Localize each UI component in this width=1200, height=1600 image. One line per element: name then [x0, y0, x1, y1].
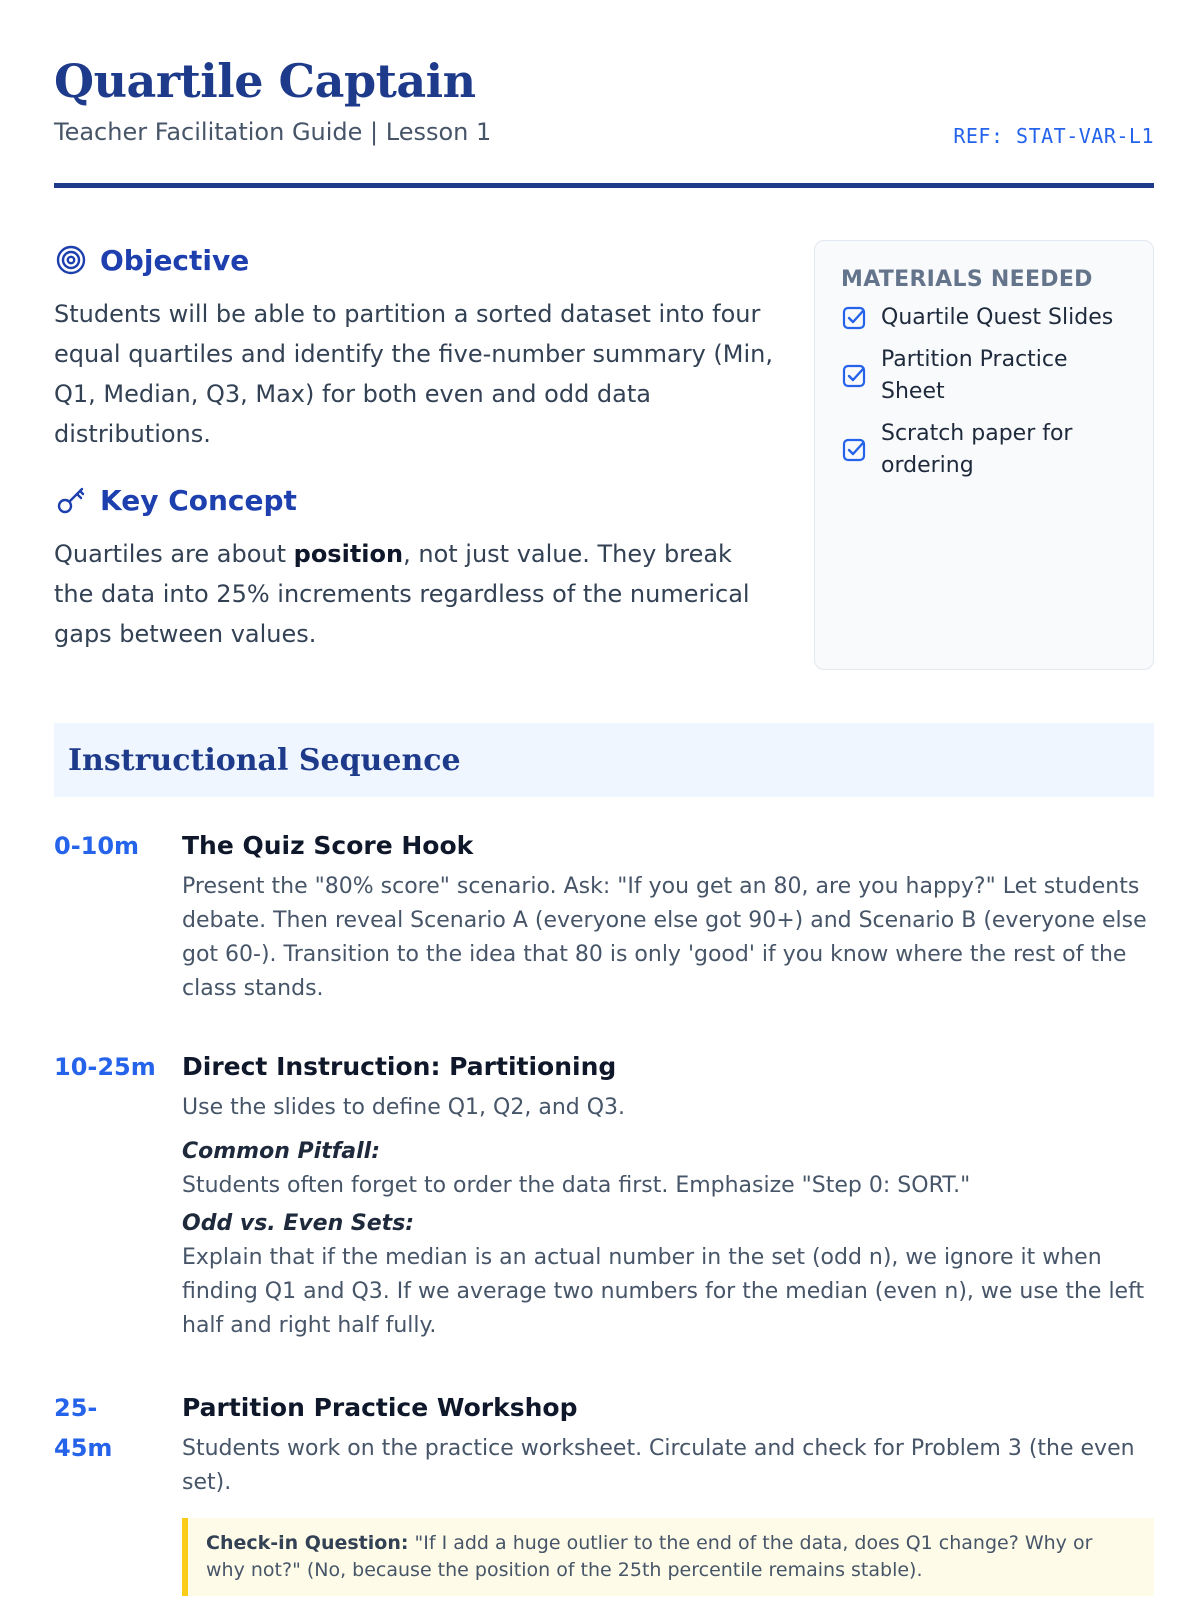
lesson-page — [54, 0, 1154, 1581]
key-concept-label: Key Concept — [100, 483, 297, 517]
material-item — [841, 302, 1127, 334]
key-icon — [54, 483, 88, 517]
callout-text: "If I add a huge outlier to the end of the data, does Q1 change? Why or why not?" (No, because the position of the 25th percentile remains stable). — [206, 1532, 1093, 1581]
sequence-heading: Instructional Sequence — [68, 742, 461, 778]
page-subtitle: Teacher Facilitation Guide | Lesson 1 — [54, 118, 492, 146]
step-content — [182, 1047, 1154, 1343]
key-concept-emphasis: position — [293, 540, 404, 568]
reference-code: REF: STAT-VAR-L1 — [953, 124, 1154, 148]
material-label: Partition Practice Sheet — [881, 347, 1068, 404]
key-concept-text — [54, 534, 774, 654]
page-header — [54, 0, 1154, 188]
overview-column — [54, 240, 774, 654]
step-time: 10-25m — [54, 1053, 156, 1081]
step-description: Students work on the practice worksheet. Circulate and check for Problem 3 (the even set). — [182, 1436, 1135, 1495]
material-item — [841, 344, 1127, 408]
step-description: Use the slides to define Q1, Q2, and Q3. — [182, 1095, 626, 1120]
step-title: Direct Instruction: Partitioning — [182, 1052, 617, 1081]
step-content — [182, 1388, 1154, 1596]
key-concept-heading — [54, 480, 774, 520]
material-label: Quartile Quest Slides — [881, 305, 1114, 330]
material-item — [841, 418, 1127, 482]
checkbox-icon — [841, 437, 867, 463]
callout-label: Check-in Question: — [206, 1532, 409, 1554]
material-label: Scratch paper for ordering — [881, 421, 1073, 478]
note-label: Common Pitfall: — [182, 1139, 381, 1164]
checkbox-icon — [841, 363, 867, 389]
step-content — [182, 826, 1154, 1006]
step-time: 0-10m — [54, 832, 140, 860]
step-title: The Quiz Score Hook — [182, 831, 474, 860]
step-description: Present the "80% score" scenario. Ask: "If you get an 80, are you happy?" Let students debate. Then reveal Scenario A (everyone else got 90+) and Scenario B (everyone else got 60-). Transition to the idea that 80 is only 'good' if you know where the rest of the class stands. — [182, 874, 1147, 1001]
materials-panel — [814, 240, 1154, 670]
step-title: Partition Practice Workshop — [182, 1393, 578, 1422]
note-text: Explain that if the median is an actual number in the set (odd n), we ignore it when finding Q1 and Q3. If we average two numbers for the median (even n), we use the left half and right half fully. — [182, 1245, 1145, 1338]
target-icon — [54, 243, 88, 277]
page-title: Quartile Captain — [54, 54, 476, 108]
objective-heading — [54, 240, 774, 280]
note-text: Students often forget to order the data first. Emphasize "Step 0: SORT." — [182, 1173, 971, 1198]
note-label: Odd vs. Even Sets: — [182, 1211, 415, 1236]
step-time: 25-45m — [54, 1394, 113, 1462]
objective-text: Students will be able to partition a sorted dataset into four equal quartiles and identify the five-number summary (Min, Q1, Median, Q3, Max) for both even and odd data distributions. — [54, 300, 773, 448]
checkbox-icon — [841, 305, 867, 331]
key-concept-text-start: Quartiles are about — [54, 540, 294, 568]
objective-label: Objective — [100, 243, 250, 277]
sequence-banner — [54, 723, 1154, 797]
key-concept-text-end: , not just value. They break the data into 25% increments regardless of the numerical gaps between values. — [54, 540, 750, 648]
materials-title: MATERIALS NEEDED — [841, 267, 1093, 292]
check-in-callout — [182, 1518, 1154, 1596]
